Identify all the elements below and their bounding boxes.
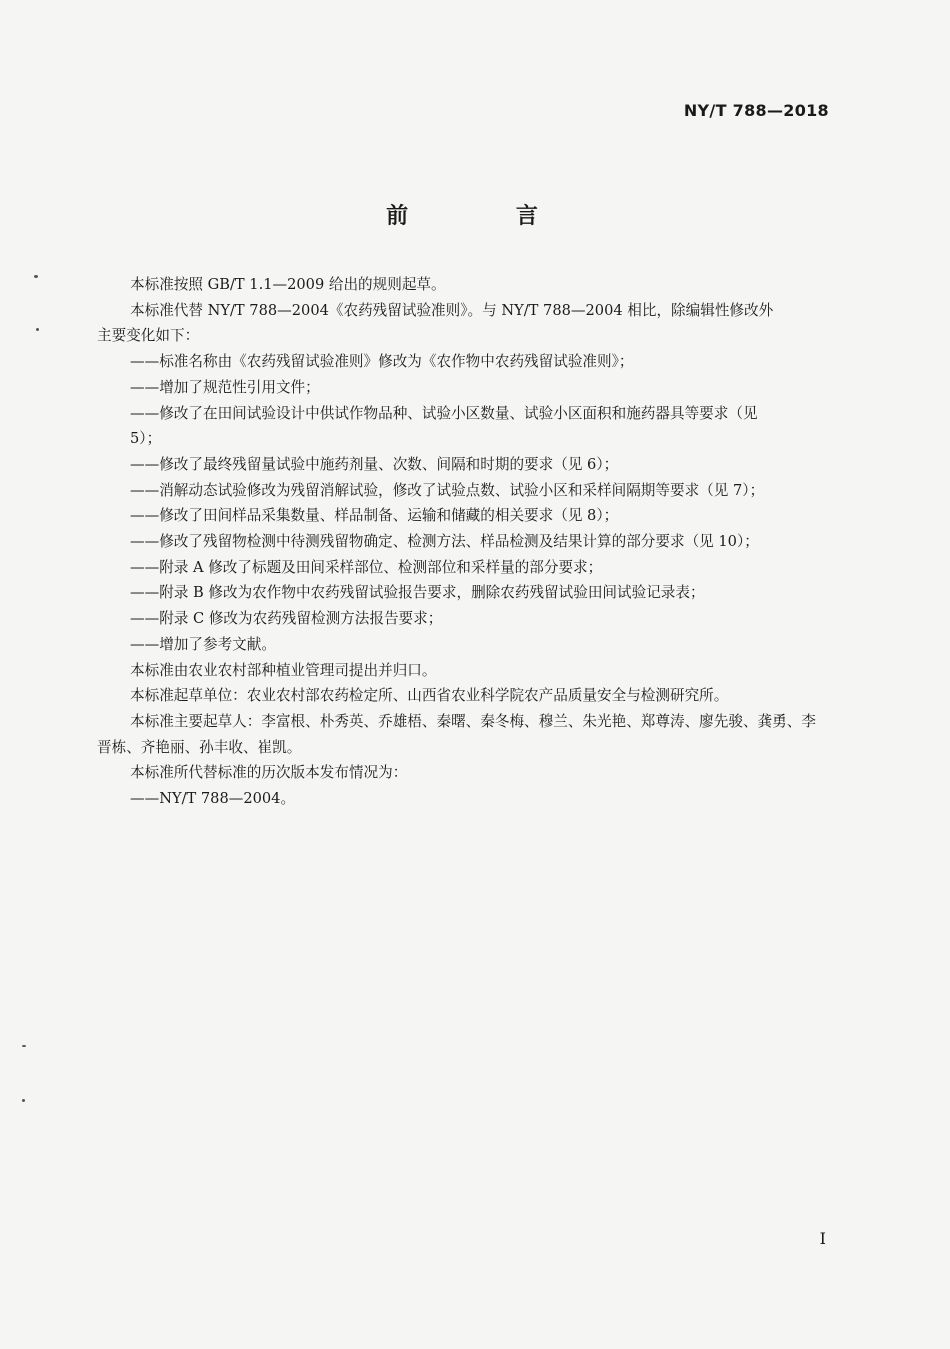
change-item-cont: 5）； xyxy=(130,430,162,448)
page-number: I xyxy=(819,1229,826,1248)
paragraph-drafting-units: 本标准起草单位：农业农村部农药检定所、山西省农业科学院农产品质量安全与检测研究所。 xyxy=(130,687,729,705)
change-item: ——标准名称由《农药残留试验准则》修改为《农作物中农药残留试验准则》； xyxy=(130,353,634,371)
standard-code: NY/T 788—2018 xyxy=(683,101,829,120)
change-item: ——修改了残留物检测中待测残留物确定、检测方法、样品检测及结果计算的部分要求（见 10）； xyxy=(130,533,759,551)
paragraph-drafting-rule: 本标准按照 GB/T 1.1—2009 给出的规则起草。 xyxy=(130,276,446,293)
change-item: ——修改了最终残留量试验中施药剂量、次数、间隔和时期的要求（见 6）； xyxy=(130,455,619,473)
change-item: ——消解动态试验修改为残留消解试验，修改了试验点数、试验小区和采样间隔期等要求（见 7）； xyxy=(130,481,765,499)
paragraph-replaces-cont: 主要变化如下： xyxy=(97,327,200,345)
change-item: ——修改了田间样品采集数量、样品制备、运输和储藏的相关要求（见 8）； xyxy=(130,507,619,525)
scan-speck xyxy=(22,1099,25,1102)
paragraph-proposer: 本标准由农业农村部种植业管理司提出并归口。 xyxy=(130,661,437,679)
change-item: ——附录 A 修改了标题及田间采样部位、检测部位和采样量的部分要求； xyxy=(130,558,603,576)
change-item: ——修改了在田间试验设计中供试作物品种、试验小区数量、试验小区面积和施药器具等要求（见 xyxy=(130,404,758,422)
change-item: ——增加了参考文献。 xyxy=(130,635,276,653)
change-item: ——增加了规范性引用文件； xyxy=(130,378,320,396)
paragraph-history: 本标准所代替标准的历次版本发布情况为： xyxy=(130,764,408,782)
page-title: 前 言 xyxy=(386,204,588,229)
change-item: ——附录 B 修改为农作物中农药残留试验报告要求，删除农药残留试验田间试验记录表； xyxy=(130,584,705,602)
paragraph-replaces: 本标准代替 NY/T 788—2004《农药残留试验准则》。与 NY/T 788—2004 相比，除编辑性修改外 xyxy=(130,301,774,319)
scan-speck xyxy=(36,328,39,331)
foreword-body xyxy=(97,272,833,812)
scan-speck xyxy=(22,1045,26,1047)
paragraph-drafters: 本标准主要起草人：李富根、朴秀英、乔雄梧、秦曙、秦冬梅、穆兰、朱光艳、郑尊涛、廖先骏、龚勇、李 xyxy=(130,712,816,730)
paragraph-drafters-cont: 晋栋、齐艳丽、孙丰收、崔凯。 xyxy=(97,738,302,756)
scan-speck xyxy=(34,275,38,278)
history-item: ——NY/T 788—2004。 xyxy=(130,790,296,808)
change-item: ——附录 C 修改为农药残留检测方法报告要求； xyxy=(130,610,443,628)
